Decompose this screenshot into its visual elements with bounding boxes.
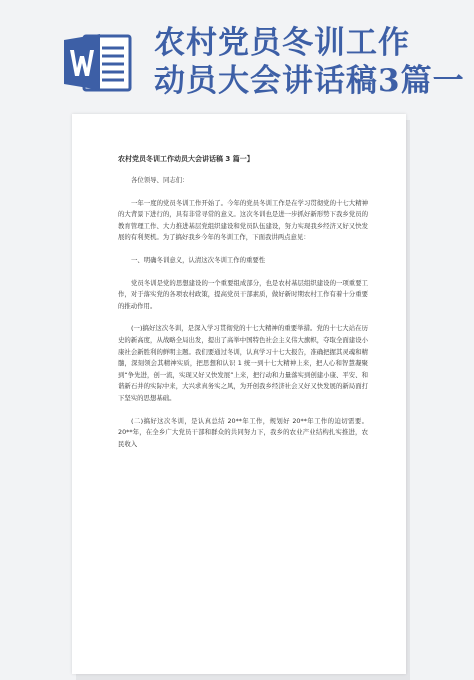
document-body xyxy=(118,154,368,461)
header-banner xyxy=(0,0,474,115)
word-document-icon xyxy=(62,30,132,94)
paragraph-4: (二)搞好这次冬训，是认真总结 20**年工作，规划好 20**年工作的迫切需要。 20**年，在全乡广大党员干部和群众的共同努力下，我乡的农业产业结构扎实推进，农民收入 xyxy=(118,416,368,448)
document-page xyxy=(72,114,406,674)
salutation: 各位领导、同志们： xyxy=(131,176,189,184)
section-heading-1: 一、明确冬训意义，认清这次冬训工作的重要性 xyxy=(131,255,266,264)
paragraph-3: (一)搞好这次冬训，是深入学习贯彻党的十七大精神的重要举措。党的十七大站在历史的新高度，从战略全局出发，提出了高举中国特色社会主义伟大旗帜，夺取全面建设小康社会新胜利的鲜明主题。我们要通过冬训，认真学习十七大报告，准确把握其灵魂和精髓，深刻领会其精神实质，把思想和认识 1 统一到十七大精神上来，把人心和智慧凝聚到“争先进，创一流，实现又好又快发展”上来，把行动和力量落实到创建小康、平安、和谐新石井的实际中来，大兴求真务实之风，为开创我乡经济社会又好又快发展的新局面打下坚实的思想基础。 xyxy=(118,324,368,402)
title-line-1: 农村党员冬训工作 xyxy=(154,25,410,61)
paragraph-2: 党员冬训是党的思想建设的一个重要组成部分，也是农村基层组织建设的一项重要工作，对于落实党的各项农村政策，提高党员干部素质，做好新时期农村工作有着十分重要的推动作用。 xyxy=(118,278,368,310)
document-title: 农村党员冬训工作动员大会讲话稿 3 篇一】 xyxy=(118,155,254,163)
title-line-2: 动员大会讲话稿3篇一 xyxy=(154,63,465,99)
paragraph-1: 一年一度的党员冬训工作开始了。今年的党员冬训工作是在学习贯彻党的十七大精神的大背景下进行的，具有非常寻常的意义。这次冬训也是进一步抓好新形势下我乡党员的教育管理工作、大力推进基层党组织建设和党员队伍建设，努力实现我乡经济又好又快发展的有利契机。为了搞好我乡今年的冬训工作，下面我讲两点意见： xyxy=(118,198,368,242)
page-title xyxy=(154,24,470,100)
